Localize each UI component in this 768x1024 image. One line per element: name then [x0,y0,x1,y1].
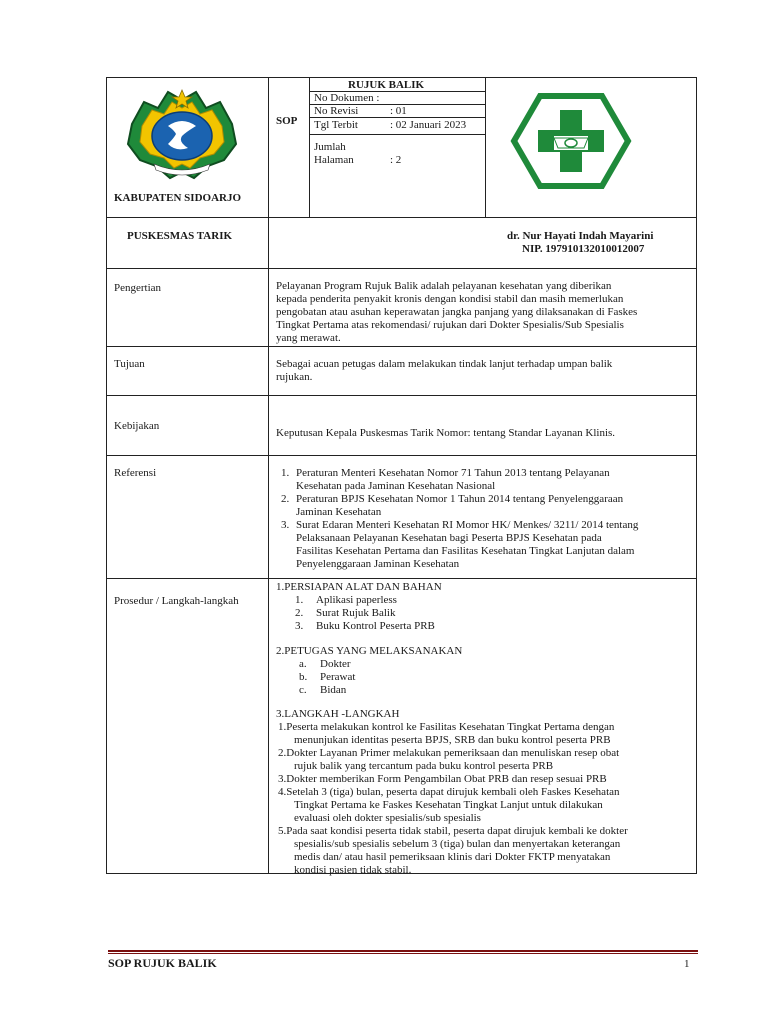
petugas-item: Dokter [320,658,351,670]
langkah-line: 4.Setelah 3 (tiga) bulan, peserta dapat dirujuk kembali oleh Faskes Kesehatan [278,786,620,798]
pengertian-line: kepada penderita penyakit kronis dengan kondisi stabil dan masih memerlukan [276,293,624,305]
prosedur-heading-langkah: 3.LANGKAH -LANGKAH [276,708,400,720]
rule-header-bottom [106,268,697,269]
kabupaten-name: KABUPATEN SIDOARJO [114,192,242,204]
pages-label: Halaman [314,154,354,166]
col-divider-main [268,77,269,874]
sop-label: SOP [276,115,298,127]
rule-tgl [309,134,485,135]
rule-header-mid [106,217,697,218]
pages-value: : 2 [390,154,402,166]
col-divider-logo [485,77,486,218]
alat-num: 2. [295,607,304,619]
issue-date-value: : 02 Januari 2023 [390,119,467,131]
section-label-kebijakan: Kebijakan [114,420,160,432]
signer-nip: NIP. 197910132010012007 [522,243,645,255]
prosedur-heading-petugas: 2.PETUGAS YANG MELAKSANAKAN [276,645,463,657]
langkah-line: 1.Peserta melakukan kontrol ke Fasilitas Kesehatan Tingkat Pertama dengan [278,721,615,733]
document-title: RUJUK BALIK [348,79,425,91]
pengertian-line: yang merawat. [276,332,341,344]
referensi-line: Kesehatan pada Jaminan Kesehatan Nasional [296,480,496,492]
petugas-item: Perawat [320,671,356,683]
kebijakan-text: Keputusan Kepala Puskesmas Tarik Nomor: tentang Standar Layanan Klinis. [276,427,616,439]
alat-item: Buku Kontrol Peserta PRB [316,620,435,632]
referensi-line: Penyelenggaraan Jaminan Kesehatan [296,558,460,570]
alat-num: 3. [295,620,304,632]
referensi-num: 3. [281,519,290,531]
tujuan-line: rujukan. [276,371,313,383]
table-border-top [106,77,697,78]
doc-number-label: No Dokumen : [314,92,380,104]
langkah-line: menunjukan identitas peserta BPJS, SRB dan buku kontrol peserta PRB [294,734,611,746]
referensi-line: Fasilitas Kesehatan Pertama dan Fasilitas Kesehatan Tingkat Lanjutan dalam [296,545,635,557]
table-border-right [696,77,697,874]
alat-item: Surat Rujuk Balik [316,607,396,619]
puskesmas-name: PUSKESMAS TARIK [127,230,233,242]
issue-date-label: Tgl Terbit [314,119,358,131]
petugas-num: c. [299,684,307,696]
referensi-line: Pelaksanaan Pelayanan Kesehatan bagi Peserta BPJS Kesehatan pada [296,532,602,544]
langkah-line: kondisi pasien tidak stabil. [294,864,412,876]
pengertian-line: pengobatan atau asuhan keperawatan jangka panjang yang dilaksanakan di Faskes [276,306,638,318]
section-label-prosedur: Prosedur / Langkah-langkah [114,595,239,607]
rule-pengertian [106,346,697,347]
referensi-line: Peraturan BPJS Kesehatan Nomor 1 Tahun 2014 tentang Penyelenggaraan [296,493,624,505]
referensi-line: Jaminan Kesehatan [296,506,382,518]
langkah-line: 5.Pada saat kondisi peserta tidak stabil, peserta dapat dirujuk kembali ke dokter [278,825,628,837]
sidoarjo-emblem-icon [124,86,240,182]
langkah-line: Tingkat Pertama ke Faskes Kesehatan Tingkat Lanjut untuk dilakukan [294,799,603,811]
rule-tujuan [106,395,697,396]
prosedur-heading-alat: 1.PERSIAPAN ALAT DAN BAHAN [276,581,442,593]
langkah-line: 2.Dokter Layanan Primer melakukan pemeriksaan dan menuliskan resep obat [278,747,620,759]
petugas-num: a. [299,658,307,670]
table-border-left [106,77,107,874]
section-label-pengertian: Pengertian [114,282,162,294]
col-divider-sop [309,77,310,218]
langkah-line: 3.Dokter memberikan Form Pengambilan Obat PRB dan resep sesuai PRB [278,773,607,785]
alat-num: 1. [295,594,304,606]
langkah-line: medis dan/ atau hasil pemeriksaan klinis dari Dokter FKTP menyatakan [294,851,611,863]
langkah-line: evaluasi oleh dokter spesialis/sub spesialis [294,812,481,824]
langkah-line: spesialis/sub spesialis sebelum 3 (tiga) bulan dan menyertakan keterangan [294,838,621,850]
pengertian-line: Tingkat Pertama atas rekomendasi/ rujukan dari Dokter Spesialis/Sub Spesialis [276,319,624,331]
section-label-referensi: Referensi [114,467,157,479]
langkah-line: rujuk balik yang tercantum pada buku kontrol peserta PRB [294,760,554,772]
signer-name: dr. Nur Hayati Indah Mayarini [507,230,654,242]
petugas-item: Bidan [320,684,347,696]
tujuan-line: Sebagai acuan petugas dalam melakukan tindak lanjut terhadap umpan balik [276,358,613,370]
referensi-line: Peraturan Menteri Kesehatan Nomor 71 Tahun 2013 tentang Pelayanan [296,467,610,479]
footer-rule [108,950,698,952]
footer-rule-thin [108,953,698,954]
referensi-num: 2. [281,493,290,505]
page-count-label: Jumlah [314,141,346,153]
revision-value: : 01 [390,105,407,117]
footer-title: SOP RUJUK BALIK [108,956,217,970]
referensi-line: Surat Edaran Menteri Kesehatan RI Momor HK/ Menkes/ 3211/ 2014 tentang [296,519,639,531]
alat-item: Aplikasi paperless [316,594,397,606]
petugas-num: b. [299,671,308,683]
referensi-num: 1. [281,467,290,479]
revision-label: No Revisi [314,105,359,117]
pengertian-line: Pelayanan Program Rujuk Balik adalah pelayanan kesehatan yang diberikan [276,280,612,292]
rule-kebijakan [106,455,697,456]
page-number: 1 [684,958,690,970]
section-label-tujuan: Tujuan [114,358,145,370]
rule-referensi [106,578,697,579]
puskesmas-logo-icon [510,92,632,190]
